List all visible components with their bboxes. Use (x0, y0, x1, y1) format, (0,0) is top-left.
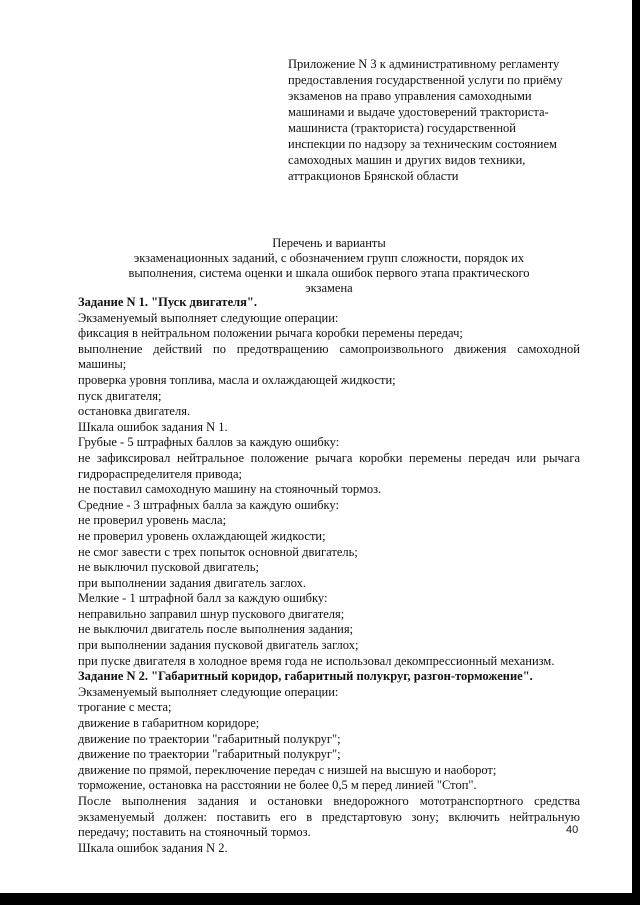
title-line: экзамена (305, 281, 353, 295)
page-number: 40 (566, 824, 579, 836)
minor-error-item: при пуске двигателя в холодное время года не использовал декомпрессионный механизм. (78, 653, 555, 668)
task1-operation: пуск двигателя; (78, 388, 162, 403)
task1-operation: фиксация в нейтральном положении рычага коробки перемены передач; (78, 326, 463, 341)
gross-error-item: гидрораспределителя привода; (78, 466, 243, 481)
medium-error-item: при выполнении задания двигатель заглох. (78, 575, 307, 590)
task1-operation: остановка двигателя. (78, 404, 191, 419)
task1-scale-title: Шкала ошибок задания N 1. (78, 419, 228, 434)
task2-after-text: После выполнения задания и остановки внедорожного мототранспортного средства (78, 794, 580, 808)
task1-heading: Задание N 1. "Пуск двигателя". (78, 295, 257, 309)
task2-operation: движение по прямой, переключение передач с низшей на высшую и наоборот; (78, 762, 497, 777)
document-title (78, 236, 580, 296)
medium-error-item: не выключил пусковой двигатель; (78, 560, 259, 575)
task2-operation: трогание с места; (78, 700, 172, 715)
minor-error-item: неправильно заправил шнур пускового двигателя; (78, 606, 345, 621)
medium-errors-title: Средние - 3 штрафных балла за каждую ошибку: (78, 497, 339, 512)
appendix-line: Приложение N 3 к административному регламенту (288, 57, 560, 71)
task2-operation: движение по траектории "габаритный полукруг"; (78, 731, 341, 746)
task2-after-text: передачу; поставить на стояночный тормоз. (78, 825, 311, 840)
document-body (78, 295, 580, 856)
medium-error-item: не проверил уровень охлаждающей жидкости; (78, 528, 326, 543)
title-line: экзаменационных заданий, с обозначением групп сложности, порядок их (133, 251, 525, 265)
task1-operation: машины; (78, 357, 127, 372)
task2-operation: движение по траектории "габаритный полукруг"; (78, 747, 341, 762)
task2-after-text: экзаменуемый должен: поставить его в предстартовую зону; включить нейтральную (78, 809, 580, 824)
minor-errors-title: Мелкие - 1 штрафной балл за каждую ошибку: (78, 591, 328, 606)
task2-scale-title: Шкала ошибок задания N 2. (78, 840, 228, 855)
gross-error-item: не зафиксировал нейтральное положение рычага коробки перемены передач или рычага (78, 450, 580, 465)
task2-operation: движение в габаритном коридоре; (78, 716, 260, 731)
minor-error-item: не выключил двигатель после выполнения задания; (78, 622, 354, 637)
appendix-line: машинами и выдаче удостоверений тракториста- (288, 105, 549, 119)
appendix-line: экзаменов на право управления самоходными (288, 89, 532, 103)
title-line: Перечень и варианты (272, 236, 386, 250)
appendix-note (288, 56, 588, 184)
title-line: выполнения, система оценки и шкала ошибок первого этапа практического (128, 266, 530, 280)
task2-operation: торможение, остановка на расстоянии не более 0,5 м перед линией "Стоп". (78, 778, 477, 793)
appendix-line: предоставления государственной услуги по приёму (288, 73, 563, 87)
task1-intro: Экзаменуемый выполняет следующие операции: (78, 310, 339, 325)
minor-error-item: при выполнении задания пусковой двигатель заглох; (78, 638, 359, 653)
task1-operation: проверка уровня топлива, масла и охлаждающей жидкости; (78, 372, 396, 387)
appendix-line: машиниста (тракториста) государственной (288, 121, 516, 135)
task2-intro: Экзаменуемый выполняет следующие операции: (78, 684, 339, 699)
medium-error-item: не проверил уровень масла; (78, 513, 227, 528)
appendix-line: самоходных машин и других видов техники, (288, 153, 526, 167)
gross-errors-title: Грубые - 5 штрафных баллов за каждую ошибку: (78, 435, 340, 450)
task2-heading: Задание N 2. "Габаритный коридор, габаритный полукруг, разгон-торможение". (78, 669, 533, 684)
appendix-line: инспекции по надзору за техническим состоянием (288, 137, 557, 151)
task1-operation: выполнение действий по предотвращению самопроизвольного движения самоходной (78, 341, 580, 356)
gross-error-item: не поставил самоходную машину на стояночный тормоз. (78, 482, 382, 497)
appendix-line: аттракционов Брянской области (288, 169, 459, 183)
medium-error-item: не смог завести с трех попыток основной двигатель; (78, 544, 358, 559)
